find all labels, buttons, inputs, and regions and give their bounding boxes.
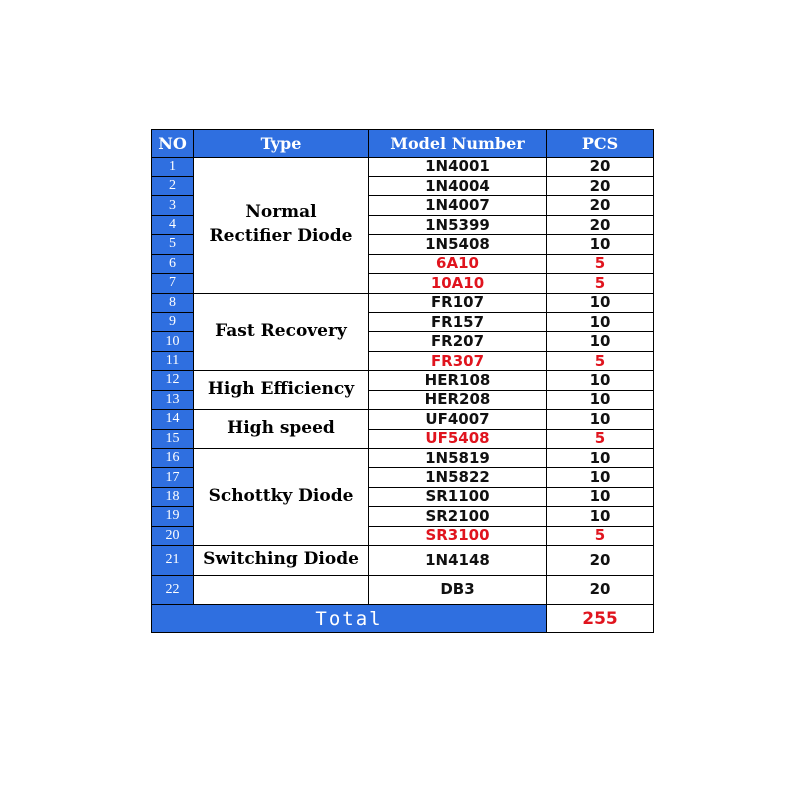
type-cell-normal: Normal Rectifier Diode <box>194 157 369 293</box>
model-number-cell: SR1100 <box>369 487 547 506</box>
pcs-cell: 5 <box>547 429 654 448</box>
model-number-cell: 1N4001 <box>369 157 547 176</box>
pcs-cell: 5 <box>547 274 654 293</box>
model-number-cell: 1N4004 <box>369 177 547 196</box>
pcs-cell: 10 <box>547 410 654 429</box>
row-number: 10 <box>152 332 194 351</box>
row-number: 17 <box>152 468 194 487</box>
pcs-cell: 10 <box>547 332 654 351</box>
header-type: Type <box>194 130 369 158</box>
model-number-cell: FR107 <box>369 293 547 312</box>
model-number-cell: 1N4148 <box>369 546 547 576</box>
diode-kit-table <box>151 129 654 633</box>
model-number-cell: UF4007 <box>369 410 547 429</box>
model-number-cell: 1N5822 <box>369 468 547 487</box>
row-number: 13 <box>152 390 194 409</box>
row-number: 8 <box>152 293 194 312</box>
table-row <box>152 157 654 176</box>
table-row <box>152 448 654 467</box>
row-number: 16 <box>152 448 194 467</box>
model-number-cell: 1N5399 <box>369 215 547 234</box>
pcs-cell: 10 <box>547 312 654 331</box>
pcs-cell: 10 <box>547 507 654 526</box>
table-row <box>152 293 654 312</box>
pcs-cell: 10 <box>547 371 654 390</box>
pcs-cell: 10 <box>547 468 654 487</box>
model-number-cell: HER108 <box>369 371 547 390</box>
model-number-cell: FR207 <box>369 332 547 351</box>
pcs-cell: 20 <box>547 546 654 576</box>
model-number-cell: UF5408 <box>369 429 547 448</box>
model-number-cell: 6A10 <box>369 254 547 273</box>
row-number: 1 <box>152 157 194 176</box>
pcs-cell: 20 <box>547 196 654 215</box>
model-number-cell: DB3 <box>369 575 547 605</box>
row-number: 18 <box>152 487 194 506</box>
table-row <box>152 575 654 605</box>
row-number: 9 <box>152 312 194 331</box>
row-number: 15 <box>152 429 194 448</box>
header-row <box>152 130 654 158</box>
pcs-cell: 10 <box>547 448 654 467</box>
row-number: 21 <box>152 546 194 576</box>
model-number-cell: HER208 <box>369 390 547 409</box>
type-cell-high-speed: High speed <box>194 410 369 449</box>
row-number: 7 <box>152 274 194 293</box>
type-cell-blank <box>194 575 369 605</box>
row-number: 20 <box>152 526 194 545</box>
row-number: 11 <box>152 351 194 370</box>
pcs-cell: 10 <box>547 235 654 254</box>
pcs-cell: 10 <box>547 293 654 312</box>
pcs-cell: 20 <box>547 177 654 196</box>
total-row <box>152 605 654 633</box>
model-number-cell: 1N5819 <box>369 448 547 467</box>
pcs-cell: 10 <box>547 487 654 506</box>
pcs-cell: 5 <box>547 526 654 545</box>
row-number: 2 <box>152 177 194 196</box>
table-row <box>152 371 654 390</box>
row-number: 14 <box>152 410 194 429</box>
total-value: 255 <box>547 605 654 633</box>
header-pcs: PCS <box>547 130 654 158</box>
table-row <box>152 546 654 576</box>
type-cell-switching: Switching Diode <box>194 546 369 576</box>
total-label: Total <box>152 605 547 633</box>
header-model-number: Model Number <box>369 130 547 158</box>
type-cell-fast: Fast Recovery <box>194 293 369 371</box>
pcs-cell: 5 <box>547 351 654 370</box>
table-row <box>152 410 654 429</box>
row-number: 4 <box>152 215 194 234</box>
model-number-cell: 1N5408 <box>369 235 547 254</box>
row-number: 19 <box>152 507 194 526</box>
row-number: 12 <box>152 371 194 390</box>
row-number: 22 <box>152 575 194 605</box>
model-number-cell: 10A10 <box>369 274 547 293</box>
pcs-cell: 20 <box>547 575 654 605</box>
model-number-cell: FR307 <box>369 351 547 370</box>
pcs-cell: 10 <box>547 390 654 409</box>
type-cell-high-eff: High Efficiency <box>194 371 369 410</box>
model-number-cell: 1N4007 <box>369 196 547 215</box>
row-number: 3 <box>152 196 194 215</box>
model-number-cell: SR2100 <box>369 507 547 526</box>
row-number: 6 <box>152 254 194 273</box>
pcs-cell: 5 <box>547 254 654 273</box>
pcs-cell: 20 <box>547 215 654 234</box>
pcs-cell: 20 <box>547 157 654 176</box>
model-number-cell: FR157 <box>369 312 547 331</box>
type-cell-schottky: Schottky Diode <box>194 448 369 545</box>
header-no: NO <box>152 130 194 158</box>
row-number: 5 <box>152 235 194 254</box>
model-number-cell: SR3100 <box>369 526 547 545</box>
